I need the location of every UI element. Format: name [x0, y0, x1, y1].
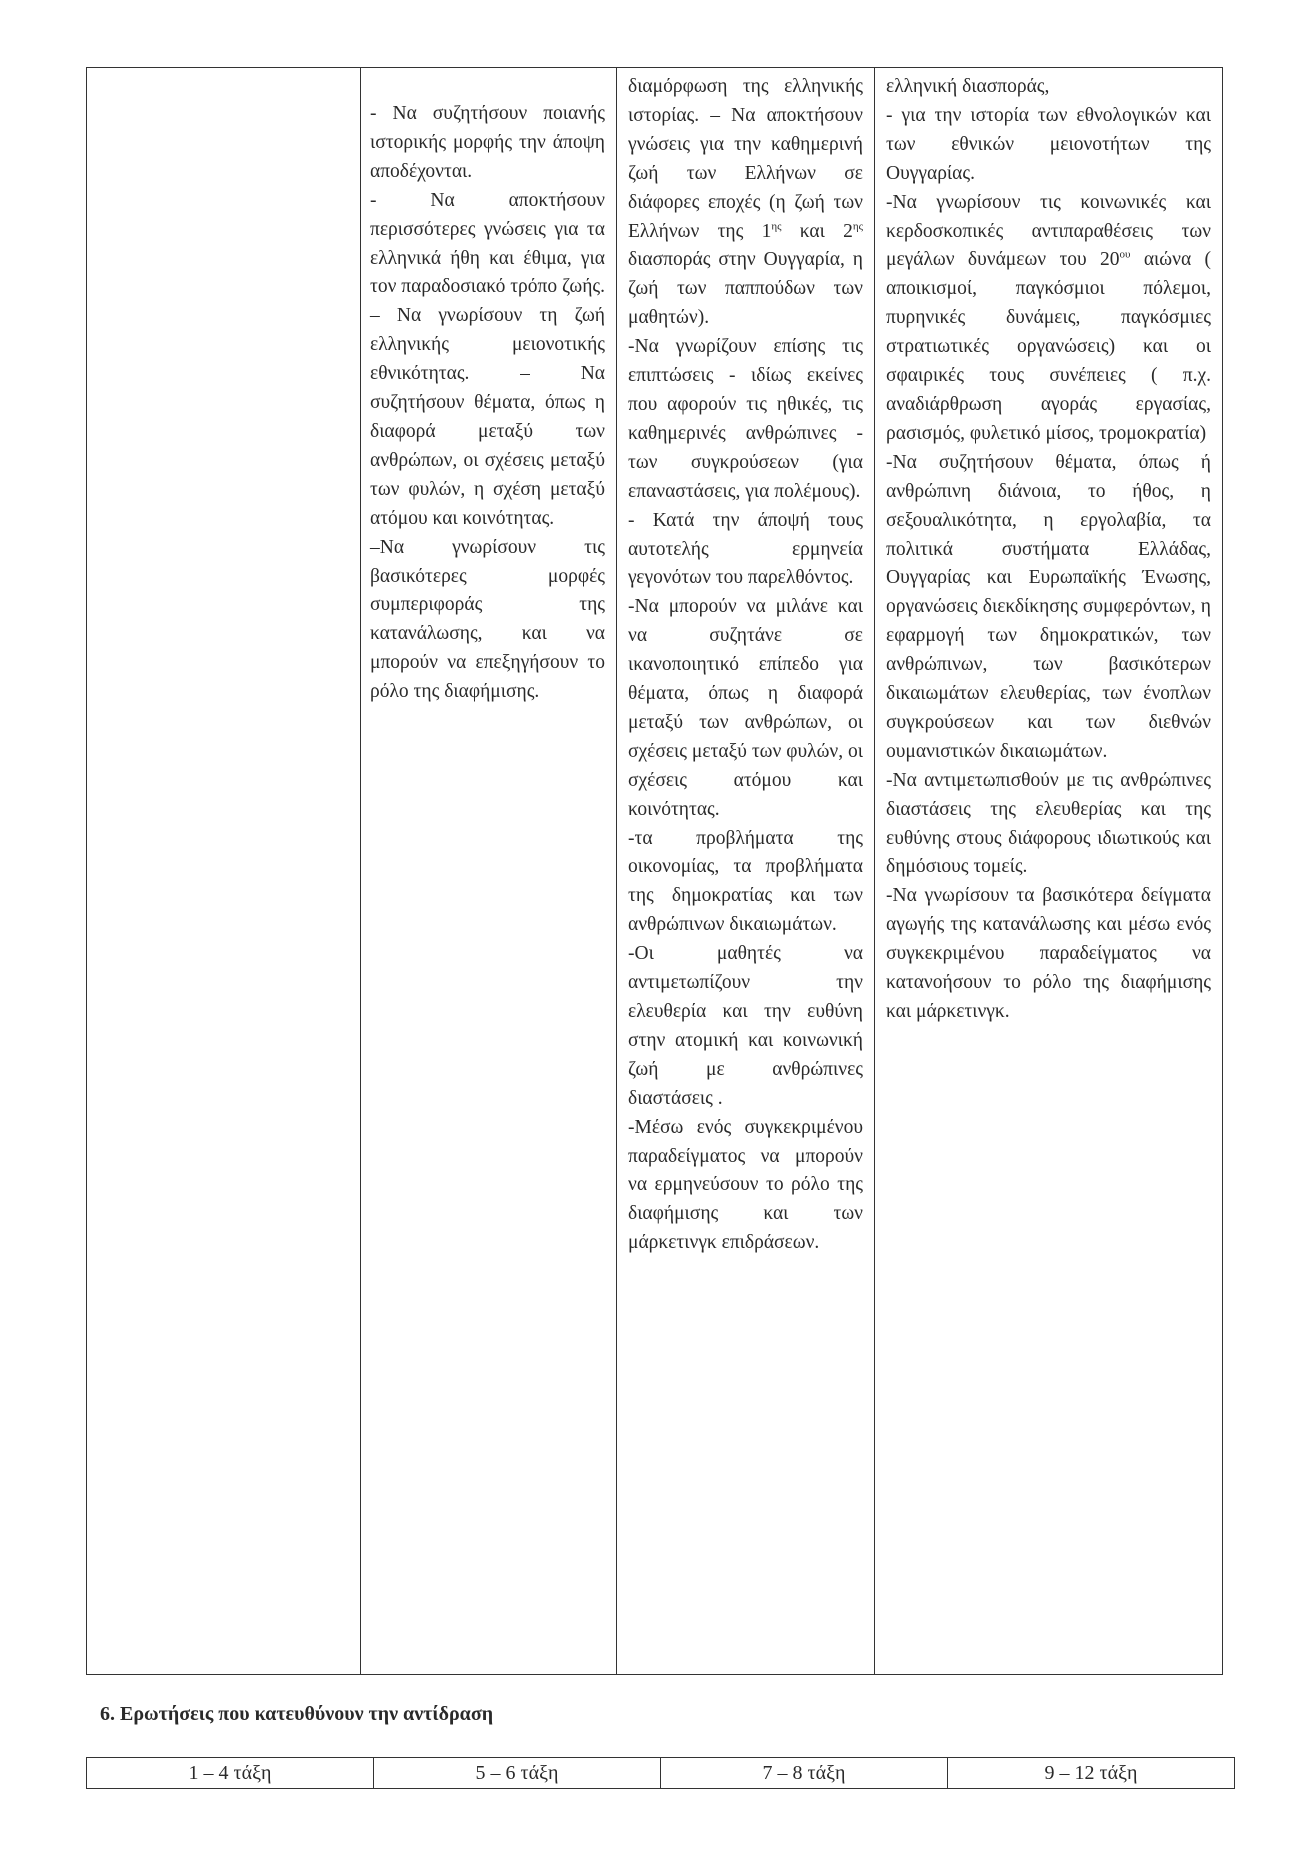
grade-header-7-8: 7 – 8 τάξη — [661, 1758, 948, 1789]
table-row — [87, 68, 1223, 1675]
objective-paragraph: – Να γνωρίσουν τη ζωή ελληνικής μειονοτικής εθνικότητας. – Να συζητήσουν θέματα, όπως η διαφορά μεταξύ των ανθρώπων, οι σχέσεις μεταξύ των φυλών, η σχέση μεταξύ ατόμου και κοινότητας. — [370, 305, 605, 529]
objective-paragraph: ελληνική διασποράς, — [886, 76, 1050, 97]
objective-paragraph: -Να γνωρίζουν επίσης τις επιπτώσεις - ιδίως εκείνες που αφορούν τις ηθικές, τις καθημερινές ανθρώπινες - των συγκρούσεων (για επαναστάσεις, για πολέμους). — [628, 336, 863, 502]
grades-header-table — [86, 1757, 1235, 1789]
empty-cell — [87, 68, 361, 1675]
objective-paragraph: -Να γνωρίσουν τα βασικότερα δείγματα αγωγής της κατανάλωσης και μέσω ενός συγκεκριμένου παραδείγματος να κατανοήσουν το ρόλο της διαφήμισης και μάρκετινγκ. — [886, 885, 1211, 1022]
table-row — [87, 1758, 1235, 1789]
objective-paragraph: -τα προβλήματα της οικονομίας, τα προβλήματα της δημοκρατίας και των ανθρώπινων δικαιωμάτων. — [628, 827, 863, 936]
objective-paragraph: διαμόρφωση της ελληνικής ιστορίας. – Να αποκτήσουν γνώσεις για την καθημερινή ζωή των Ελλήνων σε διάφορες εποχές (η ζωή των Ελλήνων της $1^{\eta\varsigma}$ και $2^{\eta\varsigma}$ διασποράς στην Ουγγαρία, η ζωή των παππούδων των μαθητών). — [628, 76, 864, 329]
section-heading: 6. Ερωτήσεις που κατευθύνουν την αντίδραση — [100, 1703, 494, 1725]
ordinal-superscript: ου — [1119, 248, 1131, 261]
objective-paragraph: - για την ιστορία των εθνολογικών και των εθνικών μειονοτήτων της Ουγγαρίας. — [886, 104, 1211, 184]
grade-header-1-4: 1 – 4 τάξη — [87, 1758, 374, 1789]
objective-paragraph: -Να συζητήσουν θέματα, όπως ή ανθρώπινη διάνοια, το ήθος, η σεξουαλικότητα, η εργολαβία, τα πολιτικά συστήματα Ελλάδας, Ουγγαρίας και Ευρωπαϊκής Ένωσης, οργανώσεις διεκδίκησης συμφερόντων, η εφαρμογή των δημοκρατικών, των ανθρώπινων, των βασικότερων δικαιωμάτων ελευθερίας, των ένοπλων συγκρούσεων και των διεθνών ουμανιστικών δικαιωμάτων. — [886, 451, 1211, 762]
objectives-cell-grades-9-12 — [875, 68, 1223, 1675]
objective-paragraph: -Μέσω ενός συγκεκριμένου παραδείγματος να μπορούν να ερμηνεύσουν το ρόλο της διαφήμισης και των μάρκετινγκ επιδράσεων. — [628, 1116, 863, 1254]
objective-paragraph: - Να συζητήσουν ποιανής ιστορικής μορφής την άποψη αποδέχονται. — [370, 103, 605, 182]
ordinal-superscript: ης — [771, 220, 782, 233]
objectives-cell-grades-7-8 — [617, 68, 875, 1675]
objective-paragraph: -Οι μαθητές να αντιμετωπίζουν την ελευθερία και την ευθύνη στην ατομική και κοινωνική ζωή με ανθρώπινες διαστάσεις . — [628, 943, 863, 1109]
ordinal-superscript: ης — [852, 220, 864, 233]
objectives-cell-grades-5-6 — [361, 68, 617, 1675]
objective-paragraph: - Να αποκτήσουν περισσότερες γνώσεις για τα ελληνικά ήθη και έθιμα, για τον παραδοσιακό τρόπο ζωής. — [370, 189, 606, 298]
grade-header-5-6: 5 – 6 τάξη — [374, 1758, 661, 1789]
objective-paragraph: - Κατά την άποψή τους αυτοτελής ερμηνεία γεγονότων του παρελθόντος. — [628, 509, 863, 589]
objective-paragraph: -Να γνωρίσουν τις κοινωνικές και κερδοσκοπικές αντιπαραθέσεις των μεγάλων δυνάμεων του $20^{o\upsilon}$ αιώνα ( αποικισμοί, παγκόσμιοι πόλεμοι, πυρηνικές δυνάμεις, παγκόσμιες στρατιωτικές οργανώσεις) και οι σφαιρικές τους συνέπειες ( π.χ. αναδιάρθρωση αγοράς εργασίας, ρασισμός, φυλετικό μίσος, τρομοκρατία) — [886, 191, 1211, 444]
objective-paragraph: -Να μπορούν να μιλάνε και να συζητάνε σε ικανοποιητικό επίπεδο για θέματα, όπως η διαφορά μεταξύ των ανθρώπων, οι σχέσεις μεταξύ των φυλών, οι σχέσεις ατόμου και κοινότητας. — [628, 596, 863, 820]
objectives-table — [86, 67, 1223, 1675]
grade-header-9-12: 9 – 12 τάξη — [948, 1758, 1235, 1789]
objective-paragraph: -Να αντιμετωπισθούν με τις ανθρώπινες διαστάσεις της ελευθερίας και της ευθύνης στους διάφορους ιδιωτικούς και δημόσιους τομείς. — [886, 769, 1211, 878]
objective-paragraph: –Να γνωρίσουν τις βασικότερες μορφές συμπεριφοράς της κατανάλωσης, και να μπορούν να επεξηγήσουν το ρόλο της διαφήμισης. — [370, 536, 605, 703]
